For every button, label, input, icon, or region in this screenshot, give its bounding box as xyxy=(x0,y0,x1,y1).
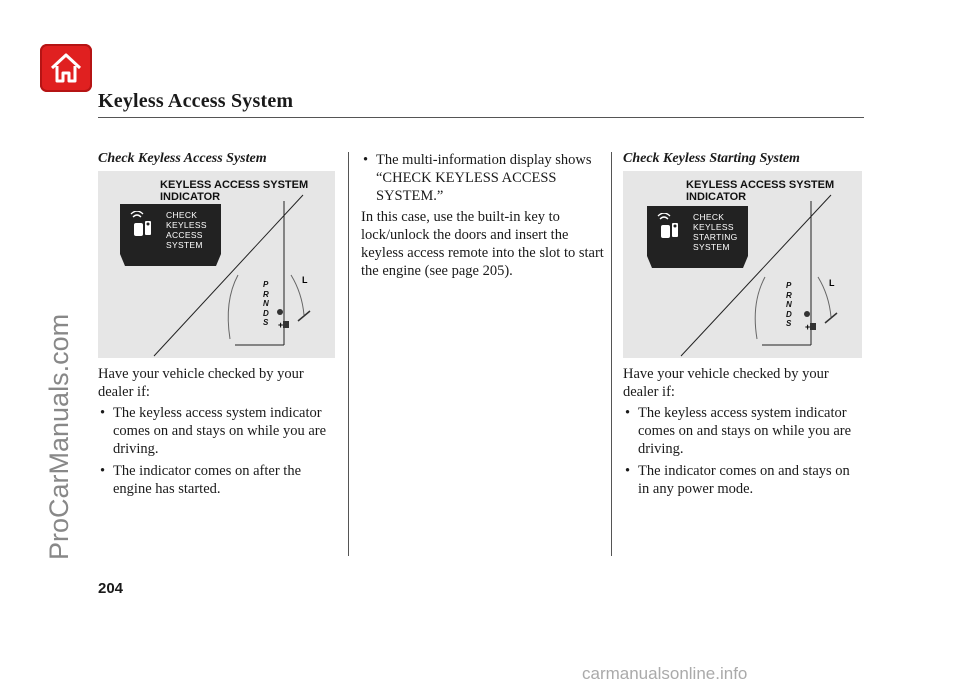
list-item: • The keyless access system indicator comes on and stays on while you are driving. xyxy=(625,405,852,457)
right-heading: Check Keyless Starting System xyxy=(623,151,800,166)
svg-text:L: L xyxy=(302,275,308,285)
instrument-cluster-drawing xyxy=(623,171,862,358)
left-heading: Check Keyless Access System xyxy=(98,151,267,166)
list-item: • The keyless access system indicator comes on and stays on while you are driving. xyxy=(100,405,327,457)
left-intro: Have your vehicle checked by your dealer if: xyxy=(98,366,304,400)
left-bullet-list xyxy=(98,404,338,502)
figure-label: KEYLESS ACCESS SYSTEM INDICATOR xyxy=(160,179,309,203)
figure-label: KEYLESS ACCESS SYSTEM INDICATOR xyxy=(686,179,835,203)
keyless-remote-icon xyxy=(129,211,159,244)
home-icon xyxy=(48,50,84,86)
list-item: • The indicator comes on and stays on in any power mode. xyxy=(625,463,850,497)
column-divider-left xyxy=(348,152,349,556)
list-item: • The indicator comes on after the engine has started. xyxy=(100,463,302,497)
right-figure xyxy=(623,171,862,358)
bottom-watermark: carmanualsonline.info xyxy=(582,664,748,683)
instrument-cluster-drawing xyxy=(98,171,335,358)
gear-indicator: P R N D S xyxy=(263,280,269,327)
display-message: CHECK KEYLESS STARTING SYSTEM xyxy=(693,212,738,252)
left-figure xyxy=(98,171,335,358)
keyless-remote-icon xyxy=(656,213,686,246)
gear-indicator: P R N D S xyxy=(786,281,792,328)
svg-text:+: + xyxy=(805,322,811,332)
page-number: 204 xyxy=(98,580,124,597)
display-message: CHECK KEYLESS ACCESS SYSTEM xyxy=(166,210,207,250)
home-button[interactable] xyxy=(40,44,92,92)
middle-bullet-list xyxy=(361,151,601,209)
column-divider-right xyxy=(611,152,612,556)
side-watermark: ProCarManuals.com xyxy=(44,313,74,560)
header-rule xyxy=(98,117,864,118)
right-intro: Have your vehicle checked by your dealer if: xyxy=(623,366,829,400)
svg-text:+: + xyxy=(278,320,284,330)
svg-text:L: L xyxy=(829,278,835,288)
list-item: • The multi-information display shows “CHECK KEYLESS ACCESS SYSTEM.” xyxy=(363,152,592,204)
right-bullet-list xyxy=(623,404,863,502)
section-title: Keyless Access System xyxy=(98,90,294,112)
middle-paragraph: In this case, use the built-in key to lock/unlock the doors and insert the keyless access remote into the slot to start the engine (see page 205). xyxy=(361,209,604,279)
